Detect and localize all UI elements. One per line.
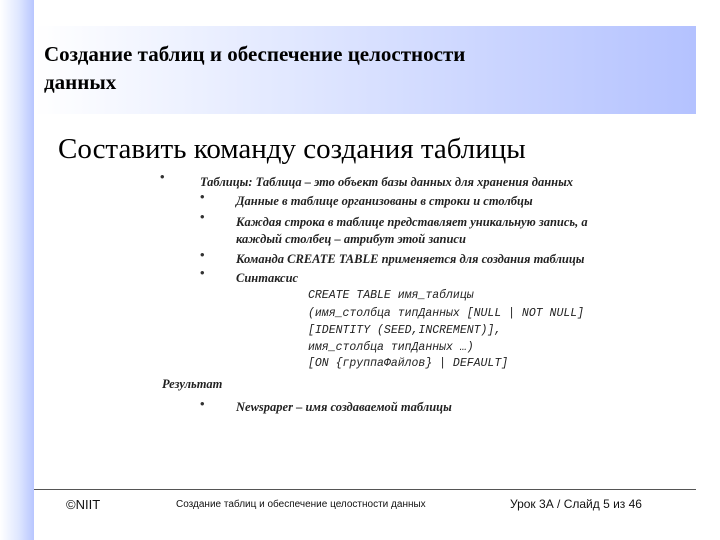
footer-slide-number: Урок 3А / Слайд 5 из 46 <box>510 497 642 511</box>
syntax-line: CREATE TABLE имя_таблицы <box>308 289 474 302</box>
slide-title: Создание таблиц и обеспечение целостности данных <box>44 42 466 94</box>
syntax-line: [IDENTITY (SEED,INCREMENT)], <box>308 324 502 337</box>
syntax-line: (имя_столбца типДанных [NULL | NOT NULL] <box>308 307 585 320</box>
bullet-icon: • <box>200 189 205 204</box>
bullet-icon: • <box>200 209 205 224</box>
bullet-icon: • <box>160 169 165 184</box>
subitem-row-record-line2: каждый столбец – атрибут этой записи <box>236 232 466 246</box>
item-tables: Таблицы: Таблица – это объект базы данных для хранения данных <box>200 175 574 189</box>
result-label: Результат <box>162 377 223 391</box>
footer-divider <box>34 489 696 490</box>
footer-lesson-title: Создание таблиц и обеспечение целостности данных <box>176 499 426 510</box>
left-gradient-bar <box>0 0 34 540</box>
subitem-syntax: Синтаксис <box>236 271 299 285</box>
slide-heading: Составить команду создания таблицы <box>58 133 526 165</box>
bullet-icon: • <box>200 247 205 262</box>
syntax-line: [ON {группаФайлов} | DEFAULT] <box>308 357 509 370</box>
subitem-rows-columns: Данные в таблице организованы в строки и столбцы <box>236 194 533 208</box>
subitem-create-table: Команда CREATE TABLE применяется для создания таблицы <box>236 252 585 266</box>
slide-header <box>34 26 696 114</box>
footer-copyright: ©NIIT <box>66 497 101 512</box>
result-item: Newspaper – имя создаваемой таблицы <box>236 400 452 414</box>
syntax-line: имя_столбца типДанных …) <box>308 341 474 354</box>
bullet-icon: • <box>200 396 205 411</box>
subitem-row-record-line1: Каждая строка в таблице представляет уникальную запись, а <box>236 215 588 229</box>
bullet-icon: • <box>200 265 205 280</box>
